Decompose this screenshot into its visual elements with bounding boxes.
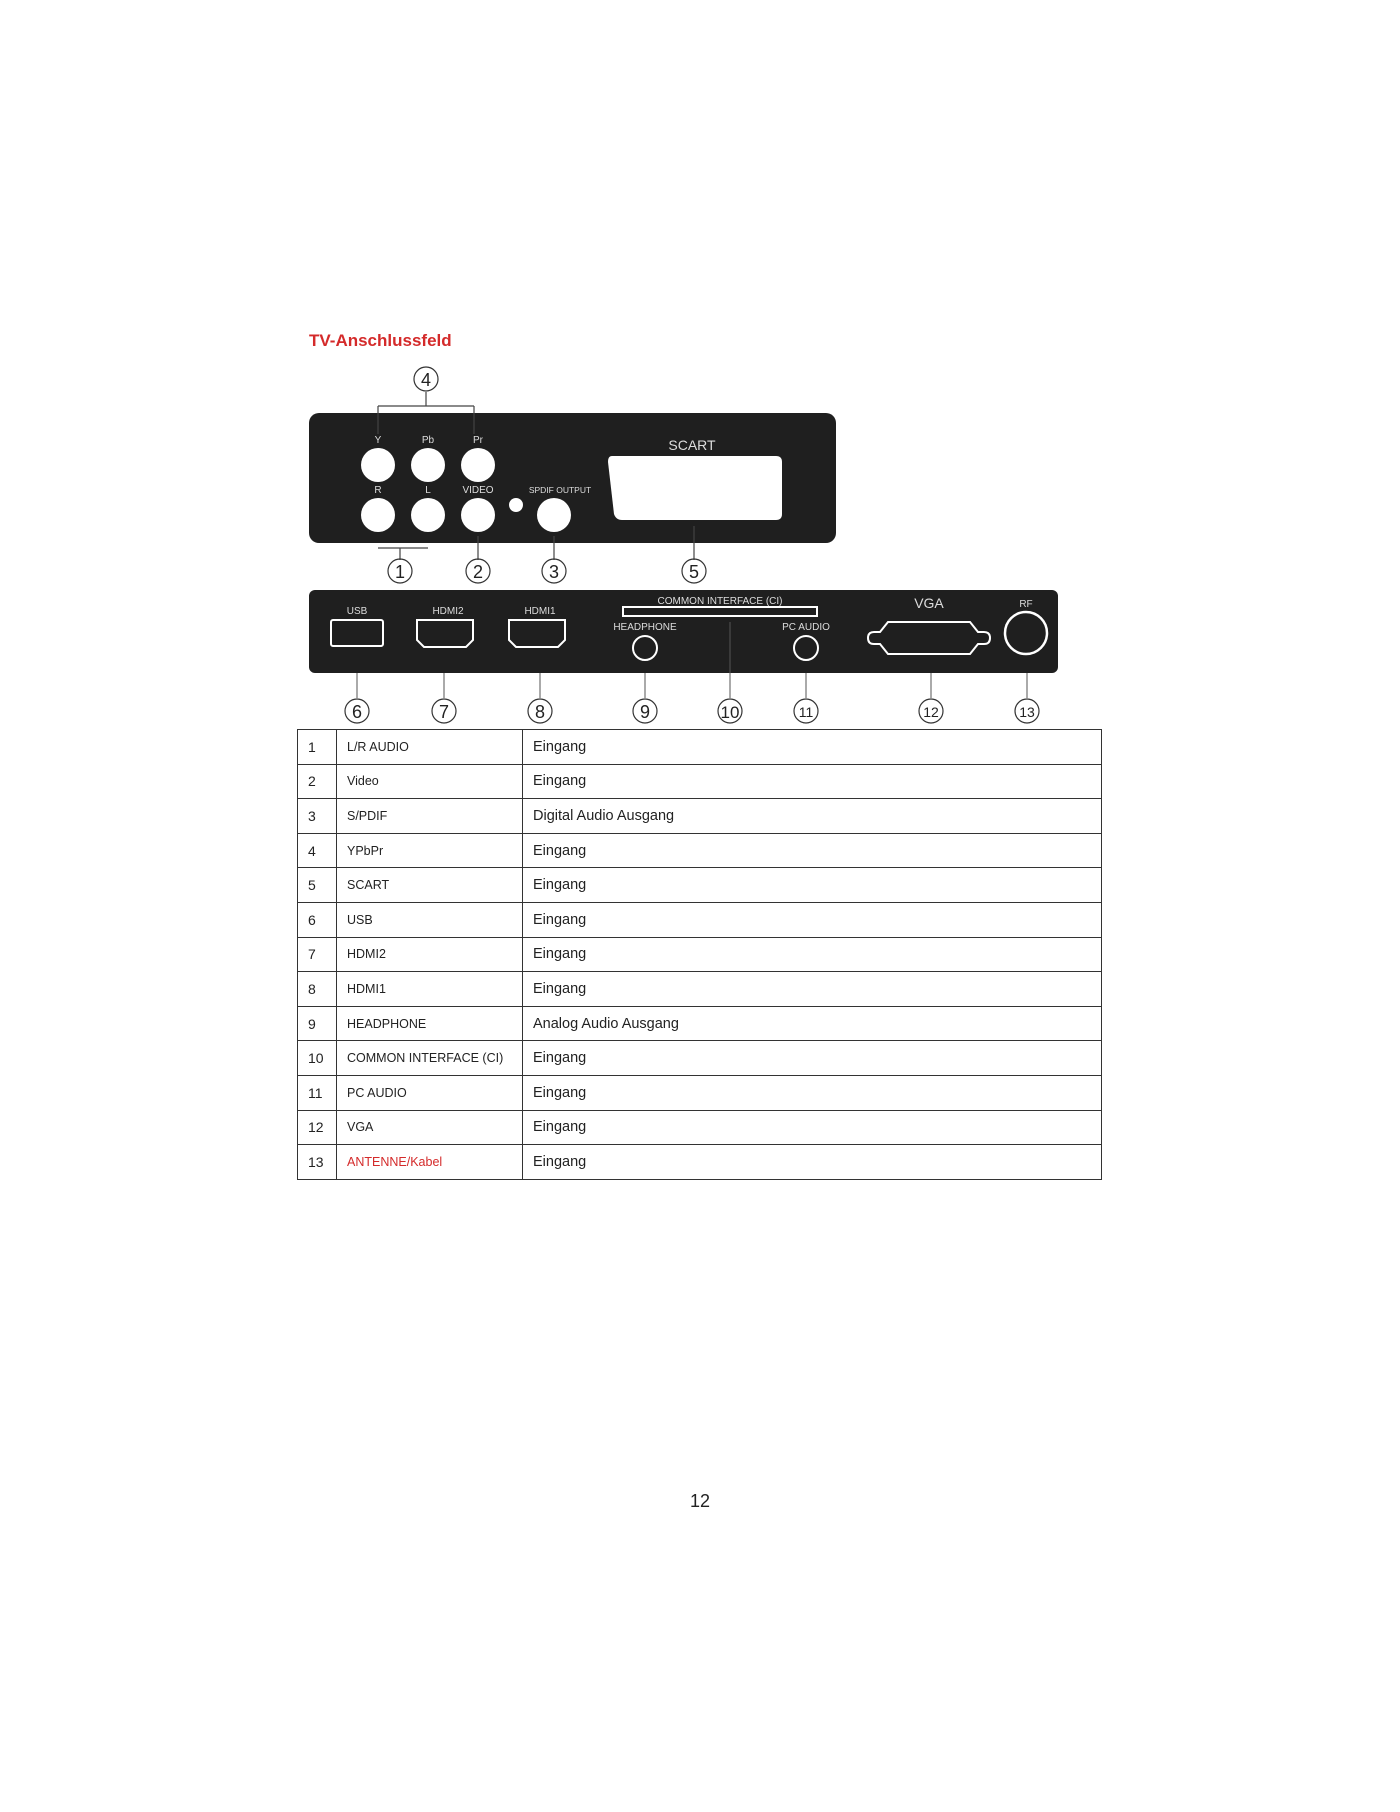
- row-number: 8: [298, 972, 337, 1007]
- row-number: 11: [298, 1075, 337, 1110]
- table-row: [298, 764, 1102, 799]
- row-number: 2: [298, 764, 337, 799]
- jack-pb: [411, 448, 445, 482]
- port-table: [297, 729, 1102, 1180]
- callout-2-label: 2: [472, 562, 484, 582]
- row-number: 12: [298, 1110, 337, 1145]
- table-row: [298, 972, 1102, 1007]
- row-port: COMMON INTERFACE (CI): [337, 1041, 523, 1076]
- callout-4-label: 4: [420, 370, 432, 390]
- row-number: 13: [298, 1145, 337, 1180]
- scart-port: [608, 456, 782, 520]
- table-row: [298, 1110, 1102, 1145]
- label-r: R: [374, 485, 382, 496]
- row-description: Eingang: [523, 972, 1102, 1007]
- callout-12-label: 12: [923, 704, 939, 720]
- row-number: 4: [298, 833, 337, 868]
- callout-3-label: 3: [548, 562, 560, 582]
- label-pb: Pb: [421, 435, 435, 446]
- bottom-panel: [309, 590, 1058, 673]
- label-scart: SCART: [668, 437, 716, 453]
- callout-1-label: 1: [394, 562, 406, 582]
- jack-pr: [461, 448, 495, 482]
- row-description: Digital Audio Ausgang: [523, 799, 1102, 834]
- callout-5-label: 5: [688, 562, 700, 582]
- row-port: Video: [337, 764, 523, 799]
- row-port: PC AUDIO: [337, 1075, 523, 1110]
- row-port: HEADPHONE: [337, 1006, 523, 1041]
- jack-l: [411, 498, 445, 532]
- table-row: [298, 1075, 1102, 1110]
- row-number: 5: [298, 868, 337, 903]
- row-description: Eingang: [523, 868, 1102, 903]
- table-row: [298, 868, 1102, 903]
- label-spdif: SPDIF OUTPUT: [528, 485, 592, 495]
- row-port: USB: [337, 902, 523, 937]
- callout-13-label: 13: [1019, 704, 1035, 720]
- indicator-dot: [509, 498, 523, 512]
- row-description: Eingang: [523, 764, 1102, 799]
- row-number: 10: [298, 1041, 337, 1076]
- callout-6-label: 6: [351, 702, 363, 722]
- callout-7-label: 7: [438, 702, 450, 722]
- row-description: Eingang: [523, 730, 1102, 765]
- jack-r: [361, 498, 395, 532]
- row-description: Eingang: [523, 833, 1102, 868]
- table-row: [298, 1145, 1102, 1180]
- row-description: Eingang: [523, 1041, 1102, 1076]
- jack-spdif: [537, 498, 571, 532]
- label-pcaudio: PC AUDIO: [782, 622, 830, 633]
- section-title: TV-Anschlussfeld: [309, 331, 452, 350]
- row-description: Eingang: [523, 1075, 1102, 1110]
- row-number: 1: [298, 730, 337, 765]
- table-row: [298, 1041, 1102, 1076]
- label-video: VIDEO: [462, 485, 494, 496]
- label-pr: Pr: [473, 435, 483, 446]
- row-number: 3: [298, 799, 337, 834]
- row-port: VGA: [337, 1110, 523, 1145]
- connector-panel-diagram: [0, 0, 1400, 740]
- row-port: HDMI2: [337, 937, 523, 972]
- row-port: HDMI1: [337, 972, 523, 1007]
- table-row: [298, 937, 1102, 972]
- label-hdmi1: HDMI1: [524, 606, 556, 617]
- page-number: 12: [689, 1491, 711, 1511]
- label-rf: RF: [1019, 599, 1033, 610]
- row-port: L/R AUDIO: [337, 730, 523, 765]
- label-usb: USB: [346, 606, 368, 617]
- table-row: [298, 799, 1102, 834]
- row-number: 6: [298, 902, 337, 937]
- row-description: Eingang: [523, 1145, 1102, 1180]
- callout-8-label: 8: [534, 702, 546, 722]
- table-row: [298, 902, 1102, 937]
- label-hdmi2: HDMI2: [432, 606, 464, 617]
- callout-9-label: 9: [639, 702, 651, 722]
- callout-11-label: 11: [798, 704, 814, 720]
- row-description: Eingang: [523, 1110, 1102, 1145]
- row-description: Eingang: [523, 902, 1102, 937]
- row-port: ANTENNE/Kabel: [337, 1145, 523, 1180]
- table-row: [298, 730, 1102, 765]
- label-l: L: [425, 485, 431, 496]
- row-description: Analog Audio Ausgang: [523, 1006, 1102, 1041]
- label-y: Y: [374, 435, 382, 446]
- table-row: [298, 833, 1102, 868]
- row-description: Eingang: [523, 937, 1102, 972]
- row-number: 9: [298, 1006, 337, 1041]
- label-ci: COMMON INTERFACE (CI): [657, 596, 783, 607]
- row-port: SCART: [337, 868, 523, 903]
- row-port: YPbPr: [337, 833, 523, 868]
- row-port: S/PDIF: [337, 799, 523, 834]
- row-number: 7: [298, 937, 337, 972]
- callout-10-label: 10: [720, 703, 740, 722]
- jack-video: [461, 498, 495, 532]
- table-row: [298, 1006, 1102, 1041]
- jack-y: [361, 448, 395, 482]
- label-vga: VGA: [914, 595, 944, 611]
- label-headphone: HEADPHONE: [613, 622, 677, 633]
- top-panel: [309, 392, 836, 560]
